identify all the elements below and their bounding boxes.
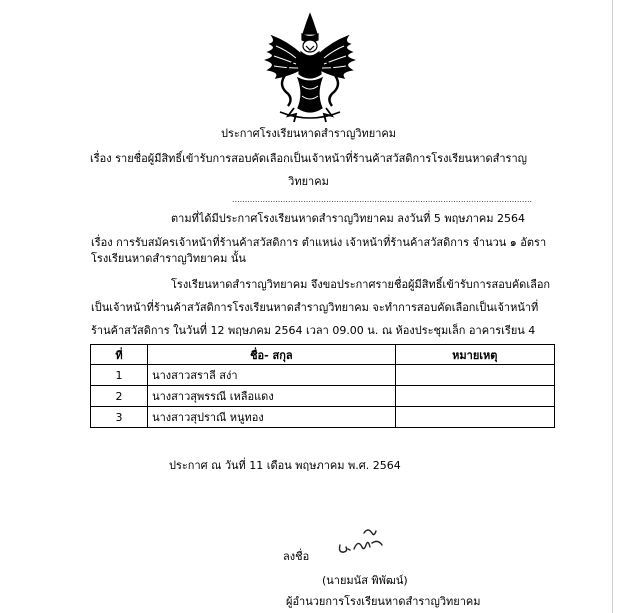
signer-title: ผู้อำนวยการโรงเรียนหาดสำราญวิทยาคม (286, 595, 481, 608)
announcement-title: ประกาศโรงเรียนหาดสำราญวิทยาคม (220, 127, 397, 140)
column-header-name: ชื่อ- สกุล (148, 345, 396, 365)
column-header-remark: หมายเหตุ (395, 345, 554, 365)
signer-name: (นายมนัส พิพัฒน์) (322, 574, 408, 587)
row-name: นางสาวสราลี สง่า (148, 365, 396, 386)
row-number: 1 (91, 365, 148, 386)
announcement-date: ประกาศ ณ วันที่ 11 เดือน พฤษภาคม พ.ศ. 2564 (169, 459, 401, 472)
row-name: นางสาวสุปราณี หนูทอง (148, 407, 396, 428)
candidates-table (90, 344, 555, 428)
row-remark (395, 407, 554, 428)
body-paragraph-6: ร้านค้าสวัสดิการ ในวันที่ 12 พฤษภคม 2564 เวลา 09.00 น. ณ ห้องประชุมเล็ก อาคารเรียน 4 (91, 324, 536, 337)
separator-line: ...................................................................................................................... (232, 195, 533, 204)
body-paragraph-1: ตามที่ได้มีประกาศโรงเรียนหาดสำราญวิทยาคม ลงวันที่ 5 พฤษภาคม 2564 (171, 212, 526, 225)
body-paragraph-3: โรงเรียนหาดสำราญวิทยาคม นั้น (91, 252, 246, 265)
row-remark (395, 386, 554, 407)
row-number: 3 (91, 407, 148, 428)
row-remark (395, 365, 554, 386)
body-paragraph-4: โรงเรียนหาดสำราญวิทยาคม จึงขอประกาศรายชื่อผู้มีสิทธิ์เข้ารับการสอบคัดเลือก (171, 278, 551, 291)
sign-label: ลงชื่อ (283, 550, 310, 563)
table-header-row (91, 345, 555, 365)
row-number: 2 (91, 386, 148, 407)
handwritten-signature (334, 519, 390, 559)
subject-line-1: เรื่อง รายชื่อผู้มีสิทธิ์เข้ารับการสอบคัดเลือกเป็นเจ้าหน้าที่ร้านค้าสวัสดิการโรงเรียนหาดสำราญ (90, 152, 527, 165)
column-header-number: ที่ (91, 345, 148, 365)
subject-line-2: วิทยาคม (288, 175, 329, 188)
table-row (91, 365, 555, 386)
body-paragraph-5: เป็นเจ้าหน้าที่ร้านค้าสวัสดิการโรงเรียนหาดสำราญวิทยาคม จะทำการสอบคัดเลือกเป็นเจ้าหน้าที่ (91, 301, 539, 314)
table-row (91, 386, 555, 407)
row-name: นางสาวสุพรรณี เหลือแดง (148, 386, 396, 407)
garuda-emblem-icon (258, 12, 362, 124)
table-row (91, 407, 555, 428)
body-paragraph-2: เรื่อง การรับสมัครเจ้าหน้าที่ร้านค้าสวัสดิการ ตำแหน่ง เจ้าหน้าที่ร้านค้าสวัสดิการ จำนวน ๑ อัตรา (91, 236, 547, 249)
page-edge (612, 0, 613, 613)
